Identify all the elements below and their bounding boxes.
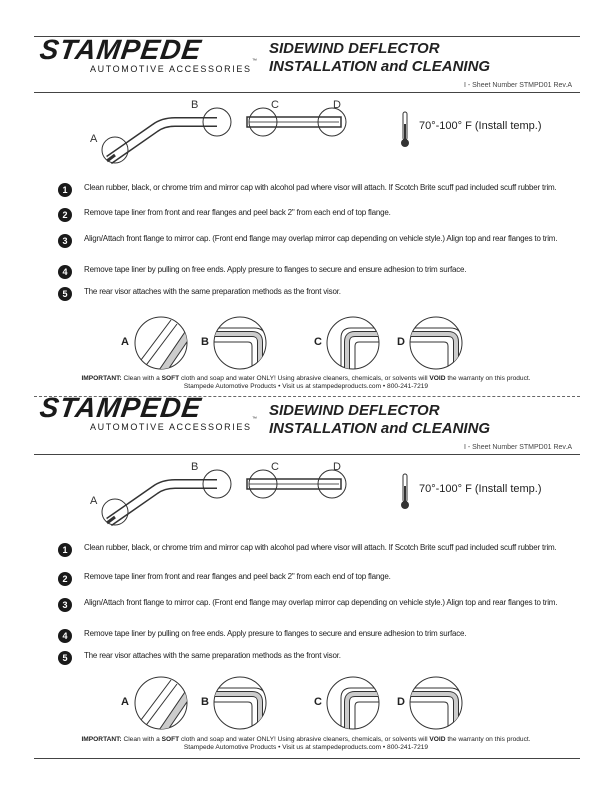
diagram-label-a: A xyxy=(90,495,98,507)
step-text: Remove tape liner from front and rear flanges and peel back 2" from each end of top flange. xyxy=(84,572,391,581)
detail-a-illustration xyxy=(131,676,197,730)
step-number: 1 xyxy=(58,183,72,197)
logo-trademark: ™ xyxy=(252,416,257,422)
step-number: 4 xyxy=(58,265,72,279)
logo-word: STAMPEDE xyxy=(37,392,204,423)
detail-b-illustration xyxy=(210,676,276,730)
step-number: 3 xyxy=(58,598,72,612)
detail-label-d: D xyxy=(397,336,405,348)
document-title xyxy=(269,40,490,76)
detail-label-a: A xyxy=(121,696,129,708)
detail-label-c: C xyxy=(314,696,322,708)
detail-d-illustration xyxy=(406,676,472,730)
step-text: Clean rubber, black, or chrome trim and mirror cap with alcohol pad where visor will attach. If Scotch Brite scuff pad included scuff rubber trim. xyxy=(84,543,557,552)
logo-subtitle: AUTOMOTIVE ACCESSORIES xyxy=(90,422,252,432)
important-soft: SOFT xyxy=(161,375,180,382)
detail-c-illustration xyxy=(323,316,389,370)
detail-label-a: A xyxy=(121,336,129,348)
instruction-sheet-top xyxy=(0,20,612,400)
important-notice xyxy=(0,374,612,383)
logo-trademark: ™ xyxy=(252,58,257,64)
step-number: 4 xyxy=(58,629,72,643)
thermometer-icon xyxy=(399,472,411,512)
important-void: VOID xyxy=(429,736,446,743)
important-label: IMPORTANT: xyxy=(81,375,122,382)
important-text-2: cloth and soap and water ONLY! Using abrasive cleaners, chemicals, or solvents will xyxy=(179,736,430,743)
step-text: Remove tape liner by pulling on free ends. Apply presure to flanges to secure and ensure adhesion to trim surface. xyxy=(84,629,467,638)
diagram-label-d: D xyxy=(333,99,341,111)
important-void: VOID xyxy=(429,375,446,382)
step-number: 2 xyxy=(58,572,72,586)
instruction-sheet-bottom xyxy=(0,392,612,776)
detail-views xyxy=(0,676,612,730)
step-text: Align/Attach front flange to mirror cap. (Front end flange may overlap mirror cap depending on vehicle style.) Align top and rear flanges to trim. xyxy=(84,598,558,607)
important-notice xyxy=(0,735,612,744)
deflector-diagram xyxy=(85,98,365,173)
important-text-2: cloth and soap and water ONLY! Using abrasive cleaners, chemicals, or solvents will xyxy=(179,375,430,382)
document-title xyxy=(269,402,490,438)
important-text-3: the warranty on this product. xyxy=(445,375,531,382)
header-rule xyxy=(34,92,580,93)
thermometer-icon xyxy=(399,110,411,150)
diagram-label-a: A xyxy=(90,133,98,145)
deflector-diagram xyxy=(85,460,365,535)
step-number: 5 xyxy=(58,287,72,301)
step-number: 5 xyxy=(58,651,72,665)
step-number: 1 xyxy=(58,543,72,557)
important-text-1: Clean with a xyxy=(121,736,162,743)
detail-a-illustration xyxy=(131,316,197,370)
important-label: IMPORTANT: xyxy=(81,736,122,743)
title-line-1: SIDEWIND DEFLECTOR xyxy=(269,402,440,419)
detail-views xyxy=(0,316,612,370)
detail-label-b: B xyxy=(201,336,209,348)
title-line-2: INSTALLATION and CLEANING xyxy=(269,58,491,75)
title-line-2: INSTALLATION and CLEANING xyxy=(269,420,491,437)
step-number: 3 xyxy=(58,234,72,248)
detail-c-illustration xyxy=(323,676,389,730)
install-temperature: 70°-100° F (Install temp.) xyxy=(419,483,542,495)
detail-d-illustration xyxy=(406,316,472,370)
footer-contact: Stampede Automotive Products • Visit us at stampedeproducts.com • 800-241-7219 xyxy=(183,744,429,751)
detail-label-c: C xyxy=(314,336,322,348)
logo-subtitle: AUTOMOTIVE ACCESSORIES xyxy=(90,64,252,74)
detail-label-b: B xyxy=(201,696,209,708)
step-text: Remove tape liner from front and rear flanges and peel back 2" from each end of top flange. xyxy=(84,208,391,217)
diagram-label-b: B xyxy=(191,99,199,111)
step-text: Align/Attach front flange to mirror cap. (Front end flange may overlap mirror cap depending on vehicle style.) Align top and rear flanges to trim. xyxy=(84,234,558,243)
important-text-3: the warranty on this product. xyxy=(445,736,531,743)
detail-b-illustration xyxy=(210,316,276,370)
footer-contact: Stampede Automotive Products • Visit us at stampedeproducts.com • 800-241-7219 xyxy=(183,383,429,390)
sheet-number: I - Sheet Number STMPD01 Rev.A xyxy=(463,444,572,451)
bottom-rule xyxy=(34,758,580,759)
step-number: 2 xyxy=(58,208,72,222)
install-temperature: 70°-100° F (Install temp.) xyxy=(419,120,542,132)
step-text: The rear visor attaches with the same preparation methods as the front visor. xyxy=(84,651,341,660)
brand-logo xyxy=(37,34,262,74)
header-rule xyxy=(34,454,580,455)
sheet-number: I - Sheet Number STMPD01 Rev.A xyxy=(463,82,572,89)
diagram-label-c: C xyxy=(271,99,279,111)
brand-logo xyxy=(37,392,262,432)
logo-word: STAMPEDE xyxy=(37,34,204,65)
important-text-1: Clean with a xyxy=(121,375,162,382)
step-text: The rear visor attaches with the same preparation methods as the front visor. xyxy=(84,287,341,296)
important-soft: SOFT xyxy=(161,736,180,743)
diagram-label-d: D xyxy=(333,461,341,473)
diagram-label-c: C xyxy=(271,461,279,473)
step-text: Remove tape liner by pulling on free ends. Apply presure to flanges to secure and ensure adhesion to trim surface. xyxy=(84,265,467,274)
step-text: Clean rubber, black, or chrome trim and mirror cap with alcohol pad where visor will attach. If Scotch Brite scuff pad included scuff rubber trim. xyxy=(84,183,557,192)
diagram-label-b: B xyxy=(191,461,199,473)
title-line-1: SIDEWIND DEFLECTOR xyxy=(269,40,440,57)
detail-label-d: D xyxy=(397,696,405,708)
